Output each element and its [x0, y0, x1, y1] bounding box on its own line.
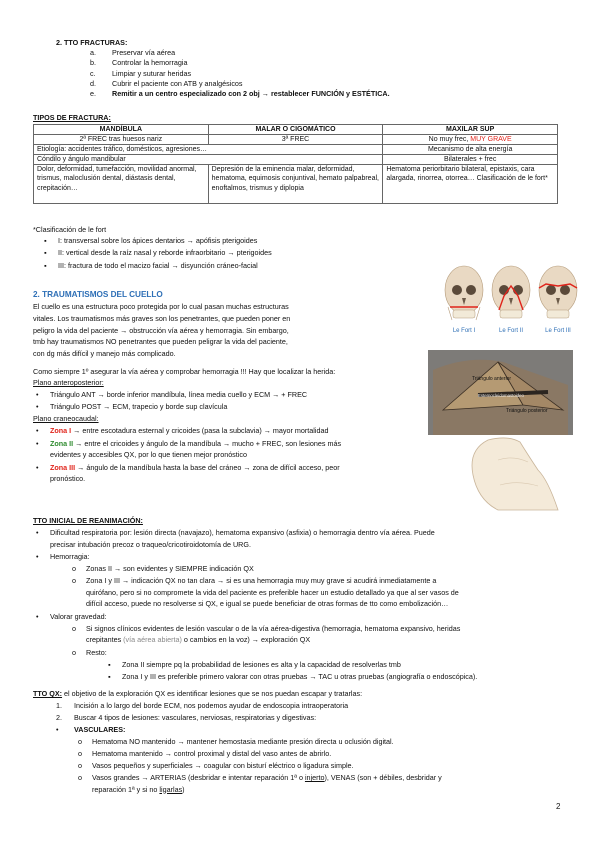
list-marker: b. [90, 58, 96, 68]
paragraph-line: peligro la vida del paciente → obstrucción vía aérea y hemorragia. Sin embargo, [33, 325, 289, 335]
table-cell: Bilaterales + frec [383, 155, 558, 165]
list-item-cont: difícil acceso, puede no resolverse si QX, e igual se puede beneficiar de otras formas de tto como embolización… [86, 599, 449, 608]
list-marker: c. [90, 68, 96, 78]
lefort-list: ▪ I: transversal sobre los ápices dentarios → apófisis pterigoides ▪ II: vertical desde la raíz nasal y reborde infraorbitario → pterigoides ▪ III: fractura de todo el macizo facial → disyunción cráneo-facial [44, 236, 272, 273]
page-number: 2 [556, 802, 561, 811]
list-item: Controlar la hemorragia [112, 58, 188, 68]
lefort-label: Le Fort III [545, 328, 571, 334]
text: reparación 1ª y si no [92, 784, 160, 794]
ttoqx-intro [33, 689, 563, 699]
list-item-cont: precisar intubación precoz o traqueo/cricotiroidotomía de URG. [50, 539, 251, 549]
zone-text: pronóstico. [50, 474, 86, 483]
table-cell: Dolor, deformidad, tumefacción, movilidad anormal, trismus, maloclusión dental, diástasis dental, crepitación… [34, 165, 209, 204]
text: el objetivo de la exploración QX es identificar lesiones que se nos puedan escapar y tratarlas: [62, 689, 363, 698]
list-item: Preservar vía aérea [112, 48, 176, 57]
col-header: MALAR O CIGOMÁTICO [208, 125, 383, 135]
list-item: Hematoma NO mantenido → mantener hemostasia mediante presión directa u oclusión digital. [92, 737, 394, 746]
zone-text: → entre el cricoides y ángulo de la mandíbula → mucho + FREC, son lesiones más [73, 438, 342, 448]
subheading: TTO QX: [33, 689, 63, 698]
paragraph-line: El cuello es una estructura poco protegida por lo cual pasan muchas estructuras [33, 302, 289, 311]
lefort-title: *Clasificación de le fort [33, 225, 107, 234]
list-marker: a. [90, 48, 96, 57]
table-cell: Etiología: accidentes tráfico, domésticos, agresiones… [34, 145, 383, 155]
text: o cambios en la voz) → exploración QX [181, 635, 311, 644]
list-item: Cubrir el paciente con ATB y analgésicos [112, 78, 243, 88]
table-cell [383, 135, 558, 145]
list-item [50, 463, 340, 475]
list-item: Remitir a un centro especializado con 2 obj → restablecer FUNCIÓN y ESTÉTICA. [112, 89, 390, 99]
list-item: Buscar 4 tipos de lesiones: vasculares, nerviosas, respiratorias y digestivas: [74, 713, 317, 722]
list-item: Triángulo ANT → borde inferior mandíbula, línea media cuello y ECM → + FREC [50, 390, 308, 399]
list-item: Triángulo POST → ECM, trapecio y borde sup clavícula [50, 402, 228, 411]
list-item [50, 439, 341, 451]
list-item-cont: quirófano, pero si no compromete la vida del paciente es preferible hacer un estudio detallado ya que al ser vasos de [86, 587, 459, 597]
text: Vasos grandes → ARTERIAS (desbridar e intentar reparación 1ª o [92, 773, 305, 782]
fracture-table [33, 124, 558, 204]
como-siempre: Como siempre 1º asegurar la vía aérea y comprobar hemorragia !!! Hay que localizar la herida: [33, 367, 336, 376]
list-marker: e. [90, 89, 96, 99]
tto-heading: 2. TTO FRACTURAS: [56, 38, 128, 47]
skull-lefort-2 [492, 266, 530, 318]
list-item: Zona I y III es preferible primero valorar con otras pruebas → TAC u otras pruebas (angiografía o endoscópica). [122, 671, 478, 681]
list-marker: d. [90, 78, 96, 88]
zone-text: → entre escotadura esternal y cricoides (pasa la subclavia) → mayor mortalidad [71, 426, 329, 435]
lefort-label: Le Fort I [452, 328, 476, 334]
table-cell: 2ª FREC tras huesos nariz [34, 135, 209, 145]
list-item: Incisión a lo largo del borde ECM, nos podemos ayudar de endoscopia intraoperatoria [74, 701, 349, 710]
reanim-list: • Dificultad respiratoria por: lesión directa (navajazo), hematoma expansivo (asfixia) o hemorragia dentro vía aérea. Puede precisar intubación precoz o traqueo/cricotiroidotomía de URG. • Hemorragia: o Zonas II → son evidentes y SIEMPRE indicación QX o Zona I y III → indicación QX no tan clara → si es una hemorragia muy muy grave si acudirá inmediatamente a quirófano, pero si no compromete la vida del paciente es preferible hacer un estudio detallado ya que al ser vasos de difícil acceso, puede no resolverse si QX, e igual se puede beneficiar de otras formas de tto como embolización… • Valorar gravedad: o Si signos clínicos evidentes de lesión vascular o de la vía aérea-digestiva (hemorragia, hematoma expansivo, heridas crepitantes (vía aérea abierta) o cambios en la voz) → exploración QX o Resto: ▪ Zona II siempre pq la probabilidad de lesiones es alta y la capacidad de resolverlas tmb ▪ Zona I y III es preferible primero valorar con otras pruebas → TAC u otras pruebas (angiografía o endoscópica). [36, 528, 566, 684]
list-item: I: transversal sobre los ápices dentarios → apófisis pterigoides [58, 236, 258, 245]
tto-list [90, 48, 390, 99]
tipos-title: TIPOS DE FRACTURA: [33, 113, 111, 122]
zone-label: Zona I [50, 426, 72, 435]
list-item: Vasos pequeños y superficiales → coagular con bisturí eléctrico o ligadura simple. [92, 761, 354, 770]
list-item [50, 426, 328, 439]
ttoqx-list: 1. Incisión a lo largo del borde ECM, nos podemos ayudar de endoscopia intraoperatoria 2. Buscar 4 tipos de lesiones: vasculares, nerviosas, respiratorias y digestivas: • VASCULARES: o Hematoma NO mantenido → mantener hemostasia mediante presión directa u oclusión digital. o Hematoma mantenido → control proximal y distal del vaso antes de abrirlo. o Vasos pequeños y superficiales → coagular con bisturí eléctrico o ligadura simple. o Vasos grandes → ARTERIAS (desbridar e intentar reparación 1ª o injerto), VENAS (son + débiles, desbridar y reparación 1ª y si no ligarlas) [56, 701, 566, 797]
list-item: Si signos clínicos evidentes de lesión vascular o de la vía aérea-digestiva (hemorragia, hematoma expansivo, heridas [86, 623, 461, 633]
figure-label: Triángulo posterior [506, 408, 548, 414]
cuello-intro [33, 302, 428, 361]
zone-text: evidentes y accesibles QX, por lo que tienen mejor pronóstico [50, 450, 247, 459]
zone-text: → ángulo de la mandíbula hasta la base del cráneo → zona de difícil acceso, peor [75, 462, 340, 472]
lefort-label: Le Fort II [498, 328, 524, 334]
text: injerto [304, 773, 325, 782]
list-item: II: vertical desde la raíz nasal y reborde infraorbitario → pterigoides [58, 248, 272, 258]
zone-label: Zona III [50, 462, 76, 472]
paragraph-line: tmb hay traumatismos NO penetrantes que pueden peligrar la vida del paciente, [33, 337, 288, 347]
list-item: Hematoma mantenido → control proximal y distal del vaso antes de abrirlo. [92, 749, 332, 758]
list-item: Resto: [86, 647, 107, 657]
list-item: VASCULARES: [74, 725, 126, 734]
text: crepitantes [86, 635, 124, 644]
cell-text: No muy frec, [428, 136, 471, 144]
table-cell: Depresión de la eminencia malar, deformidad, hematoma, equimosis conjuntival, hemato palpabreal, enoftalmos, trismus y diplopia [208, 165, 383, 204]
severity-text: MUY GRAVE [470, 136, 512, 144]
table-cell: Cóndilo y ángulo mandibular [34, 155, 383, 165]
text: ) [182, 784, 185, 794]
zone-label: Zona II [50, 438, 74, 448]
section-title: 2. TRAUMATISMOS DEL CUELLO [33, 290, 163, 299]
list-item: Zona I y III → indicación QX no tan clara → si es una hemorragia muy muy grave si acudirá inmediatamente a [86, 576, 437, 585]
figure-label: Triángulo anterior [472, 376, 512, 382]
col-header: MAXILAR SUP [383, 125, 558, 135]
skull-lefort-1 [445, 266, 483, 320]
text: ), VENAS (son + débiles, desbridar y [324, 773, 442, 782]
list-item: Valorar gravedad: [50, 611, 107, 621]
subheading: Plano anteroposterior: [33, 378, 104, 387]
figure-label: Esternocleidomastoideo [478, 393, 524, 398]
list-item: Limpiar y suturar heridas [112, 68, 192, 78]
list-item: Hemorragia: [50, 552, 90, 561]
paragraph-line: vitales. Los traumatismos más graves son los penetrantes, que pueden poner en [33, 313, 291, 323]
list-item [92, 773, 442, 785]
skull-lefort-3 [539, 266, 577, 318]
neck-triangles-figure [428, 350, 573, 512]
col-header: MANDÍBULA [34, 125, 209, 135]
paragraph-line: con dg más difícil y manejo más complicado. [33, 349, 176, 359]
subheading: TTO INICIAL DE REANIMACIÓN: [33, 516, 143, 525]
list-item: III: fractura de todo el macizo facial → disyunción cráneo-facial [58, 260, 258, 270]
list-item: Zonas II → son evidentes y SIEMPRE indicación QX [86, 564, 254, 573]
plano-ant-list: • Triángulo ANT → borde inferior mandíbula, línea media cuello y ECM → + FREC • Triángulo POST → ECM, trapecio y borde sup clavícula [36, 390, 307, 414]
table-cell: Mecanismo de alta energía [383, 145, 558, 155]
table-cell: Hematoma periorbitario bilateral, epistaxis, cara alargada, rinorrea, otorrea… Clasificación de le fort* [383, 165, 558, 204]
zonas-list: • Zona I → entre escotadura esternal y cricoides (pasa la subclavia) → mayor mortalidad • Zona II → entre el cricoides y ángulo de la mandíbula → mucho + FREC, son lesiones más evidentes y accesibles QX, por lo que tienen mejor pronóstico • Zona III → ángulo de la mandíbula hasta la base del cráneo → zona de difícil acceso, peor pronóstico. [36, 426, 431, 486]
text: (vía aérea abierta) [123, 635, 182, 644]
list-item-cont [86, 635, 310, 648]
subheading: Plano craneocaudal: [33, 414, 99, 423]
list-item-cont [92, 785, 185, 797]
list-item: Dificultad respiratoria por: lesión directa (navajazo), hematoma expansivo (asfixia) o hemorragia dentro vía aérea. Puede [50, 528, 435, 537]
lefort-skulls-figure [442, 260, 580, 350]
list-item: Zona II siempre pq la probabilidad de lesiones es alta y la capacidad de resolverlas tmb [122, 659, 401, 669]
table-cell: 3ª FREC [208, 135, 383, 145]
text: ligarlas [159, 784, 183, 794]
